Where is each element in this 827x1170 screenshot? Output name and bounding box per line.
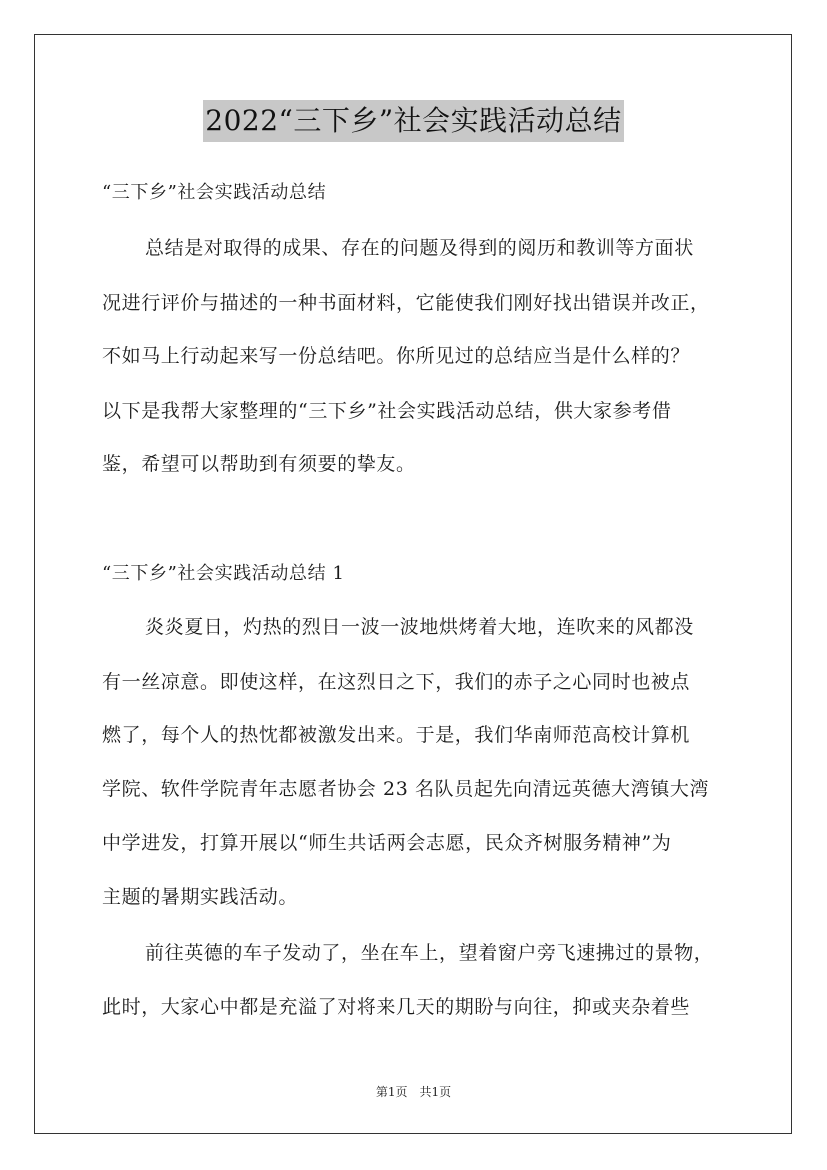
intro-line-3: 不如马上行动起来写一份总结吧。你所见过的总结应当是什么样的？ — [102, 345, 691, 367]
intro-line-1: 总结是对取得的成果、存在的问题及得到的阅历和教训等方面状 — [145, 237, 694, 259]
paragraph-1-line-2: 有一丝凉意。即使这样，在这烈日之下，我们的赤子之心同时也被点 — [102, 671, 691, 693]
paragraph-1-line-6: 主题的暑期实践活动。 — [102, 886, 299, 908]
document-title: 2022“三下乡”社会实践活动总结 — [203, 100, 623, 142]
section-heading: “三下乡”社会实践活动总结 1 — [102, 563, 345, 584]
paragraph-1-line-3: 燃了，每个人的热忱都被激发出来。于是，我们华南师范高校计算机 — [102, 724, 691, 746]
intro-line-2: 况进行评价与描述的一种书面材料，它能使我们刚好找出错误并改正， — [102, 292, 710, 314]
paragraph-1-line-1: 炎炎夏日，灼热的烈日一波一波地烘烤着大地，连吹来的风都没 — [145, 616, 694, 638]
document-subtitle: “三下乡”社会实践活动总结 — [102, 182, 327, 203]
paragraph-2-line-2: 此时，大家心中都是充溢了对将来几天的期盼与向往，抑或夹杂着些 — [102, 996, 691, 1018]
paragraph-1-line-5: 中学进发，打算开展以“师生共话两会志愿，民众齐树服务精神”为 — [102, 832, 672, 854]
intro-line-5: 鉴，希望可以帮助到有须要的挚友。 — [102, 453, 416, 475]
title-container — [0, 100, 827, 142]
paragraph-2-line-1: 前往英德的车子发动了，坐在车上，望着窗户旁飞速拂过的景物， — [145, 942, 714, 964]
intro-line-4: 以下是我帮大家整理的“三下乡”社会实践活动总结，供大家参考借 — [102, 400, 672, 422]
page-number: 第1页 共1页 — [375, 1085, 452, 1099]
paragraph-1-line-4: 学院、软件学院青年志愿者协会 23 名队员起先向清远英德大湾镇大湾 — [102, 778, 710, 800]
